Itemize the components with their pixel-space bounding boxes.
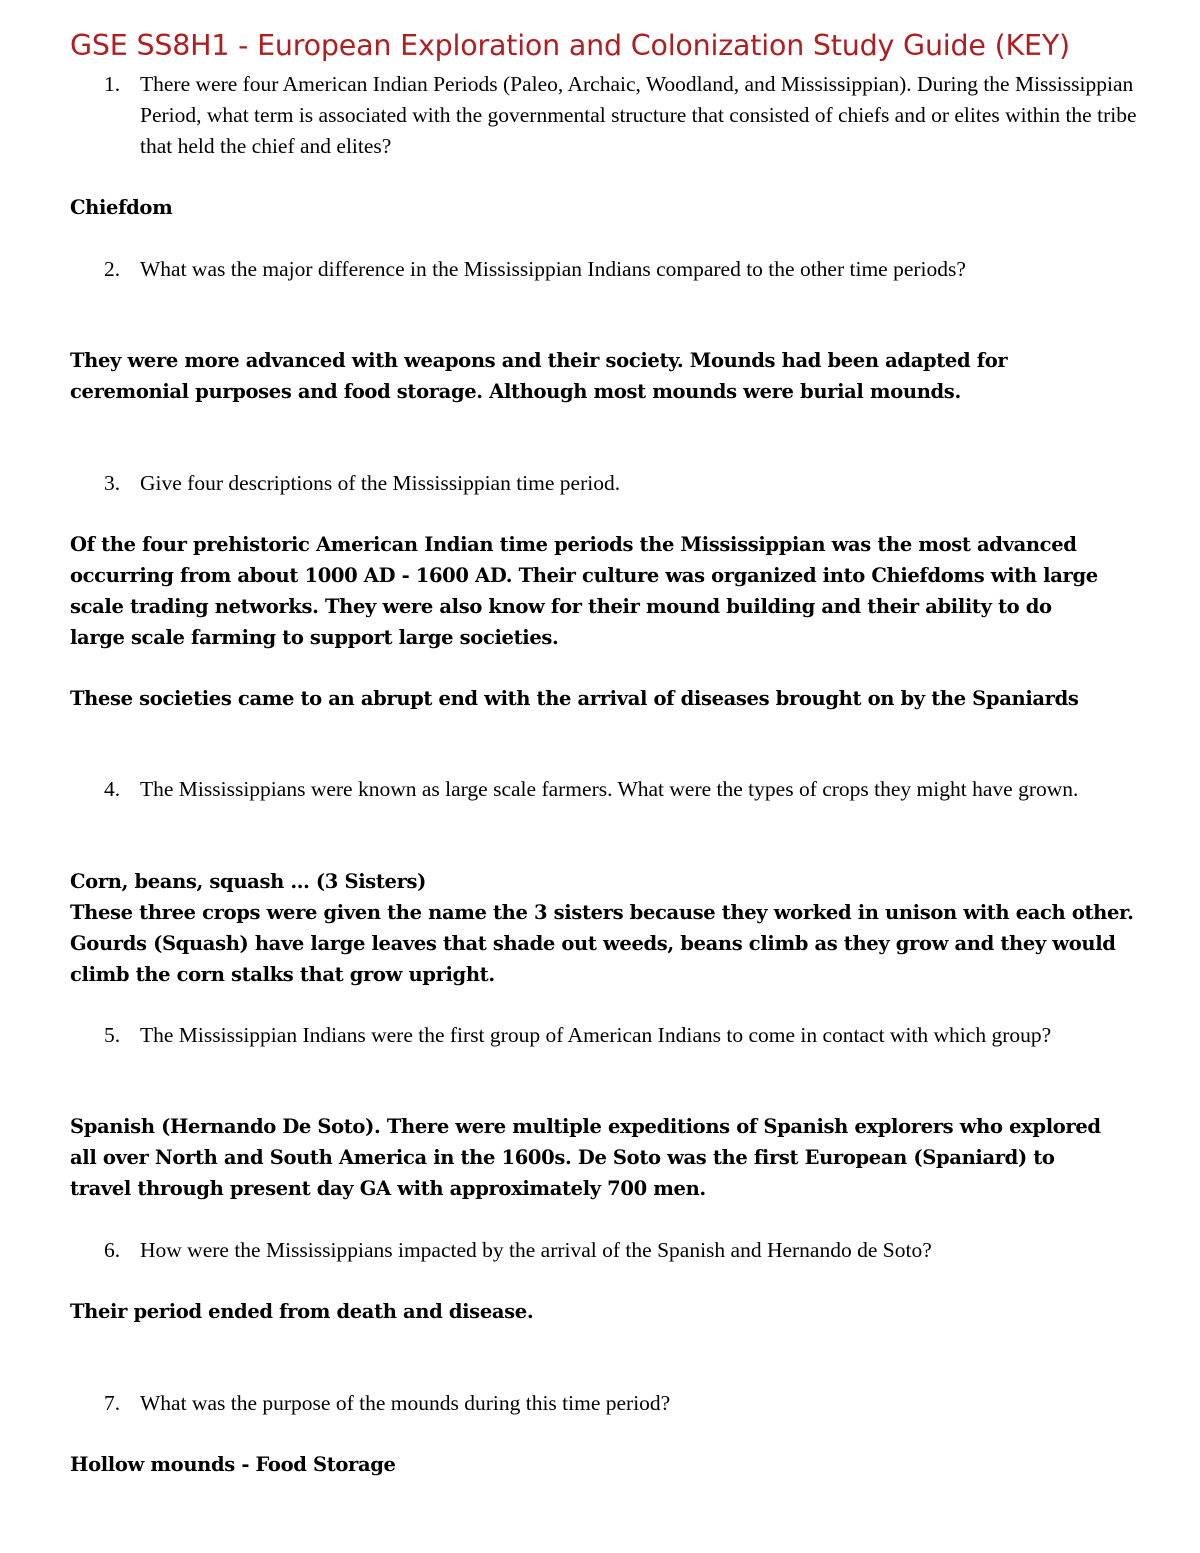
question-text: What was the major difference in the Mississippian Indians compared to the other time periods? bbox=[140, 257, 966, 281]
question-2 bbox=[104, 254, 1080, 285]
question-number: 1. bbox=[104, 72, 121, 96]
answer-1: Chiefdom bbox=[70, 196, 173, 219]
question-number: 5. bbox=[104, 1023, 121, 1047]
answer-2: They were more advanced with weapons and their society. Mounds had been adapted for ceremonial purposes and food storage. Although most mounds were burial mounds. bbox=[70, 349, 1008, 403]
answer-6: Their period ended from death and disease. bbox=[70, 1300, 534, 1323]
question-text: The Mississippians were known as large scale farmers. What were the types of crops they might have grown. bbox=[140, 777, 1079, 801]
question-5 bbox=[104, 1020, 1105, 1051]
question-number: 2. bbox=[104, 257, 121, 281]
question-text: How were the Mississippians impacted by the arrival of the Spanish and Hernando de Soto? bbox=[140, 1238, 932, 1262]
question-6 bbox=[104, 1235, 1150, 1266]
answer-4a: Corn, beans, squash … (3 Sisters) bbox=[70, 870, 427, 893]
question-number: 6. bbox=[104, 1238, 121, 1262]
answer-7: Hollow mounds - Food Storage bbox=[70, 1453, 396, 1476]
question-4 bbox=[104, 774, 1150, 805]
answer-3b: These societies came to an abrupt end with the arrival of diseases brought on by the Spaniards bbox=[70, 687, 1079, 710]
page-title: GSE SS8H1 - European Exploration and Colonization Study Guide (KEY) bbox=[70, 29, 1070, 62]
answer-4b: These three crops were given the name the 3 sisters because they worked in unison with each other. Gourds (Squash) have large leaves that shade out weeds, beans climb as they grow and they would climb the corn stalks that grow upright. bbox=[70, 901, 1134, 986]
question-1 bbox=[104, 69, 1150, 162]
question-text: Give four descriptions of the Mississippian time period. bbox=[140, 471, 621, 495]
question-text: There were four American Indian Periods (Paleo, Archaic, Woodland, and Mississippian). During the Mississippian Period, what term is associated with the governmental structure that consisted of chiefs and or elites within the tribe that held the chief and elites? bbox=[140, 72, 1137, 158]
answer-5: Spanish (Hernando De Soto). There were multiple expeditions of Spanish explorers who explored all over North and South America in the 1600s. De Soto was the first European (Spaniard) to travel through present day GA with approximately 700 men. bbox=[70, 1115, 1101, 1200]
question-text: What was the purpose of the mounds during this time period? bbox=[140, 1391, 671, 1415]
question-number: 7. bbox=[104, 1391, 121, 1415]
question-number: 4. bbox=[104, 777, 121, 801]
question-number: 3. bbox=[104, 471, 121, 495]
question-3 bbox=[104, 468, 1150, 499]
question-text: The Mississippian Indians were the first group of American Indians to come in contact with which group? bbox=[140, 1023, 1052, 1047]
question-7 bbox=[104, 1388, 1150, 1419]
answer-3a: Of the four prehistoric American Indian time periods the Mississippian was the most advanced occurring from about 1000 AD - 1600 AD. Their culture was organized into Chiefdoms with large scale trading networks. They were also know for their mound building and their ability to do large scale farming to support large societies. bbox=[70, 533, 1098, 649]
